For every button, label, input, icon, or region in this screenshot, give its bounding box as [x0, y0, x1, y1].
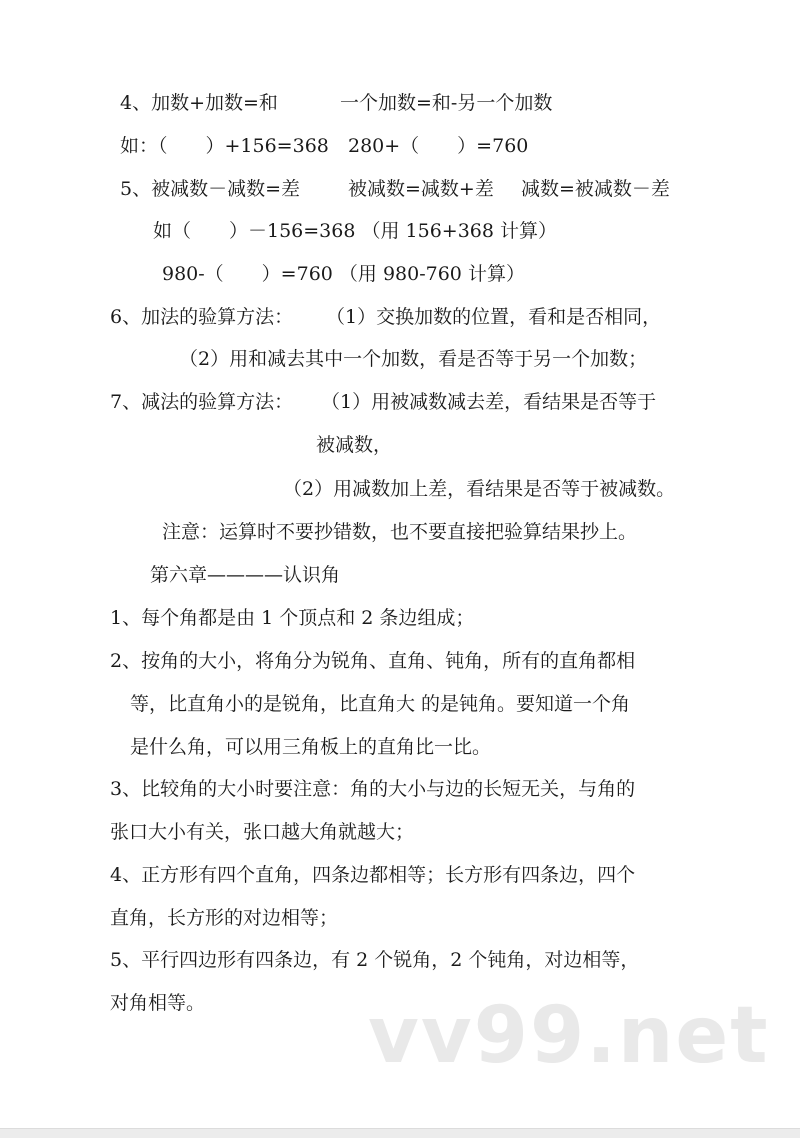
- rule-5-minuend-formula: 被减数=减数+差: [348, 178, 494, 200]
- rule-7-method-1: （1）用被减数减去差，看结果是否等于: [321, 391, 657, 413]
- chapter-6-title: 第六章————认识角: [150, 564, 341, 586]
- rule-6-heading: 6、加法的验算方法：: [110, 306, 294, 328]
- angle-rule-4-cont: 直角，长方形的对边相等；: [110, 907, 339, 929]
- angle-rule-2: 2、按角的大小，将角分为锐角、直角、钝角，所有的直角都相: [110, 650, 636, 672]
- angle-rule-3: 3、比较角的大小时要注意：角的大小与边的长短无关，与角的: [110, 778, 636, 800]
- example-4a: 如：（ ）+156=368: [120, 135, 329, 157]
- angle-rule-5: 5、平行四边形有四条边，有 2 个锐角，2 个钝角，对边相等，: [110, 949, 640, 971]
- rule-7-method-2: （2）用减数加上差，看结果是否等于被减数。: [283, 478, 676, 500]
- rule-7-heading: 7、减法的验算方法：: [110, 391, 294, 413]
- rule-7-method-1-cont: 被减数，: [316, 434, 393, 456]
- note: 注意：运算时不要抄错数，也不要直接把验算结果抄上。: [162, 521, 638, 543]
- rule-6-method-1: （1）交换加数的位置，看和是否相同，: [326, 306, 662, 328]
- watermark: vv99.net: [368, 991, 770, 1081]
- angle-rule-4: 4、正方形有四个直角，四条边都相等；长方形有四条边，四个: [110, 864, 636, 886]
- angle-rule-2-cont-2: 是什么角，可以用三角板上的直角比一比。: [130, 736, 492, 758]
- angle-rule-1: 1、每个角都是由 1 个顶点和 2 条边组成；: [110, 607, 475, 629]
- example-5a: 如（ ）－156=368 （用 156+368 计算）: [153, 220, 558, 242]
- angle-rule-2-cont-1: 等，比直角小的是锐角，比直角大 的是钝角。要知道一个角: [130, 693, 631, 715]
- example-5b: 980-（ ）=760 （用 980-760 计算）: [162, 263, 525, 285]
- angle-rule-5-cont: 对角相等。: [110, 992, 206, 1014]
- rule-5-subtraction: 5、被减数－减数=差: [120, 178, 301, 200]
- example-4b: 280+（ ）=760: [348, 135, 529, 157]
- rule-6-method-2: （2）用和减去其中一个加数，看是否等于另一个加数；: [179, 348, 648, 370]
- rule-4-addition: 4、加数+加数=和: [120, 92, 278, 114]
- rule-5-subtrahend-formula: 减数=被减数－差: [521, 178, 670, 200]
- rule-4-addend-formula: 一个加数=和-另一个加数: [340, 92, 553, 114]
- angle-rule-3-cont: 张口大小有关，张口越大角就越大；: [110, 821, 415, 843]
